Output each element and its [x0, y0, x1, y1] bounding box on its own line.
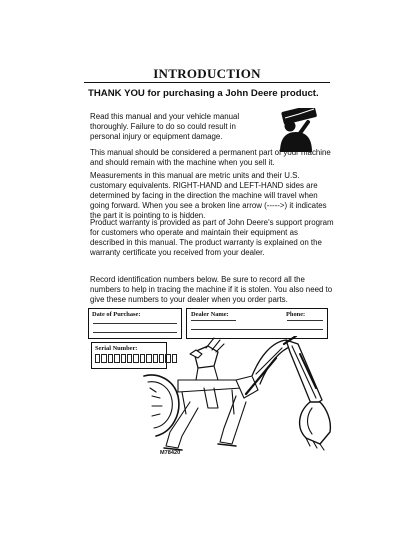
dealer-name-label: Dealer Name: [191, 311, 229, 318]
dealer-info-box[interactable] [186, 308, 328, 339]
date-line-2 [93, 332, 177, 333]
reader-icon [268, 108, 326, 152]
date-line-1 [93, 323, 177, 324]
serial-digit-cell[interactable] [153, 354, 158, 363]
serial-digit-cell[interactable] [95, 354, 100, 363]
paragraph-warranty: Product warranty is provided as part of John Deere's support program for customers who operate and maintain their equipment as described in this manual. The product warranty is explained on the warranty certificate you received from your dealer. [90, 218, 334, 258]
serial-digit-cell[interactable] [127, 354, 132, 363]
paragraph-measurements: Measurements in this manual are metric units and their U.S. customary equivalents. RIGHT-HAND and LEFT-HAND sides are determined by facing in the direction the machine will travel when going forward. When you see a broken line arrow (----->) it indicates the part it is pointing to is hidden. [90, 171, 327, 221]
date-of-purchase-label: Date of Purchase: [92, 311, 141, 318]
serial-digit-cell[interactable] [133, 354, 138, 363]
serial-number-box[interactable] [91, 342, 167, 369]
phone-line-1 [287, 320, 323, 321]
dealer-line-1 [191, 320, 236, 321]
paragraph-read-manual: Read this manual and your vehicle manual thoroughly. Failure to do so could result in personal injury or equipment damage. [90, 112, 240, 142]
serial-digit-cell[interactable] [114, 354, 119, 363]
page-title: INTRODUCTION [153, 66, 261, 81]
title-rule [84, 82, 330, 83]
page-subtitle: THANK YOU for purchasing a John Deere product. [88, 88, 319, 99]
serial-digit-cell[interactable] [146, 354, 151, 363]
serial-digit-cell[interactable] [101, 354, 106, 363]
serial-digit-cell[interactable] [172, 354, 177, 363]
serial-digit-cell[interactable] [159, 354, 164, 363]
date-of-purchase-box[interactable] [88, 308, 182, 339]
figure-code: M78420 [160, 450, 181, 456]
phone-label: Phone: [286, 311, 306, 318]
serial-digit-cell[interactable] [108, 354, 113, 363]
serial-number-cells[interactable] [95, 354, 177, 363]
serial-digit-cell[interactable] [121, 354, 126, 363]
paragraph-record-numbers: Record identification numbers below. Be sure to record all the numbers to help in tracing the machine if it is stolen. You also need to give these numbers to your dealer when you order parts. [90, 275, 333, 305]
paragraph-permanent-part: This manual should be considered a permanent part of your machine and should remain with the machine when you sell it. [90, 148, 331, 168]
dealer-line-2 [191, 329, 323, 330]
serial-digit-cell[interactable] [140, 354, 145, 363]
serial-digit-cell[interactable] [165, 354, 170, 363]
serial-number-label: Serial Number: [95, 345, 138, 352]
